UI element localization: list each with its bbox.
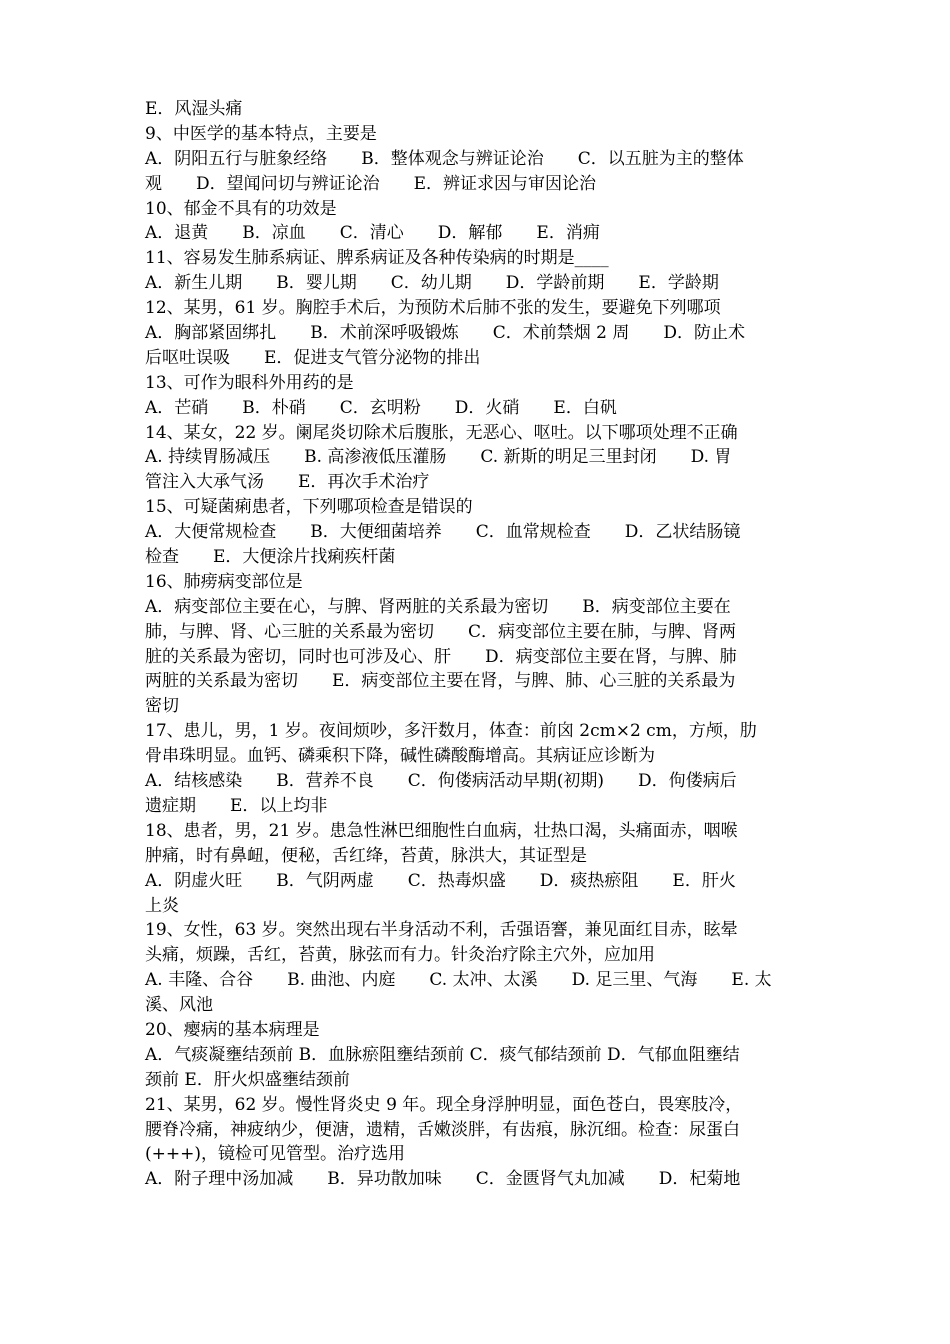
text-line: 管注入大承气汤 E．再次手术治疗 — [145, 472, 430, 493]
text-line: 20、瘿病的基本病理是 — [145, 1019, 320, 1040]
text-line: 后呕吐误吸 E．促进支气管分泌物的排出 — [145, 347, 481, 368]
text-line: 脏的关系最为密切，同时也可涉及心、肝 D．病变部位主要在肾，与脾、肺 — [145, 646, 737, 667]
text-line: A. 丰隆、合谷 B. 曲池、内庭 C. 太冲、太溪 D. 足三里、气海 E. 太 — [145, 970, 772, 991]
text-line: 19、女性，63 岁。突然出现右半身活动不利，舌强语謇，兼见面红目赤，眩晕 — [145, 920, 738, 941]
text-line: A．芒硝 B．朴硝 C．玄明粉 D．火硝 E．白矾 — [145, 397, 617, 418]
text-line: 21、某男，62 岁。慢性肾炎史 9 年。现全身浮肿明显，面色苍白，畏寒肢冷， — [145, 1094, 743, 1115]
text-line: 腰脊冷痛，神疲纳少，便溏，遗精，舌嫩淡胖，有齿痕，脉沉细。检查：尿蛋白 — [145, 1119, 740, 1140]
text-line: 9、中医学的基本特点，主要是 — [145, 123, 377, 144]
text-line: 14、某女，22 岁。阑尾炎切除术后腹胀，无恶心、呕吐。以下哪项处理不正确 — [145, 422, 738, 443]
text-line: A．阴虚火旺 B．气阴两虚 C．热毒炽盛 D．痰热瘀阻 E．肝火 — [145, 870, 736, 891]
text-line: 上炎 — [145, 895, 179, 916]
text-line: 溪、风池 — [145, 995, 213, 1016]
text-line: 17、患儿，男，1 岁。夜间烦吵，多汗数月，体查：前囟 2cm×2 cm，方颅，肋 — [145, 721, 757, 742]
text-line: 遗症期 E．以上均非 — [145, 795, 328, 816]
text-line: 检查 E．大便涂片找痢疾杆菌 — [145, 547, 396, 568]
text-line: A．结核感染 B．营养不良 C．佝偻病活动早期(初期) D．佝偻病后 — [145, 771, 737, 792]
text-line: A．新生儿期 B．婴儿期 C．幼儿期 D．学龄前期 E．学龄期 — [145, 273, 719, 294]
text-line: A．气痰凝壅结颈前 B．血脉瘀阻壅结颈前 C．痰气郁结颈前 D．气郁血阻壅结 — [145, 1044, 740, 1065]
text-line: A．附子理中汤加减 B．异功散加味 C．金匮肾气丸加减 D．杞菊地 — [145, 1169, 741, 1190]
text-line: A．大便常规检查 B．大便细菌培养 C．血常规检查 D．乙状结肠镜 — [145, 522, 741, 543]
document-page — [145, 97, 810, 1192]
text-line: 骨串珠明显。血钙、磷乘积下降，碱性磷酸酶增高。其病证应诊断为 — [145, 746, 655, 767]
text-line: A．胸部紧固绑扎 B．术前深呼吸锻炼 C．术前禁烟 2 周 D．防止术 — [145, 323, 746, 344]
text-line: 16、肺痨病变部位是 — [145, 571, 303, 592]
text-line: E．风湿头痛 — [145, 99, 243, 119]
text-line: 13、可作为眼科外用药的是 — [145, 372, 354, 393]
text-line: 密切 — [145, 696, 179, 717]
text-line: A. 持续胃肠减压 B. 高渗液低压灌肠 C. 新斯的明足三里封闭 D. 胃 — [145, 447, 732, 468]
text-line: A．退黄 B．凉血 C．清心 D．解郁 E．消痈 — [145, 223, 600, 244]
text-line: 12、某男，61 岁。胸腔手术后，为预防术后肺不张的发生，要避免下列哪项 — [145, 298, 721, 319]
text-line: 头痛，烦躁，舌红，苔黄，脉弦而有力。针灸治疗除主穴外，应加用 — [145, 945, 655, 966]
text-line: A．阴阳五行与脏象经络 B．整体观念与辨证论治 C．以五脏为主的整体 — [145, 148, 744, 169]
text-line: (+++)，镜检可见管型。治疗选用 — [145, 1144, 405, 1165]
text-line: 观 D．望闻问切与辨证论治 E．辨证求因与审因论治 — [145, 173, 597, 194]
text-line: 10、郁金不具有的功效是 — [145, 198, 337, 219]
text-line: 15、可疑菌痢患者，下列哪项检查是错误的 — [145, 497, 473, 518]
text-line: A．病变部位主要在心，与脾、肾两脏的关系最为密切 B．病变部位主要在 — [145, 596, 731, 617]
text-line: 两脏的关系最为密切 E．病变部位主要在肾，与脾、肺、心三脏的关系最为 — [145, 671, 736, 692]
text-line: 18、患者，男，21 岁。患急性淋巴细胞性白血病，壮热口渴，头痛面赤，咽喉 — [145, 820, 738, 841]
text-line: 11、容易发生肺系病证、脾系病证及各种传染病的时期是____ — [145, 248, 609, 269]
text-line: 颈前 E．肝火炽盛壅结颈前 — [145, 1069, 350, 1090]
text-line: 肿痛，时有鼻衄，便秘，舌红绛，苔黄，脉洪大，其证型是 — [145, 845, 587, 866]
text-line: 肺，与脾、肾、心三脏的关系最为密切 C．病变部位主要在肺，与脾、肾两 — [145, 621, 737, 642]
